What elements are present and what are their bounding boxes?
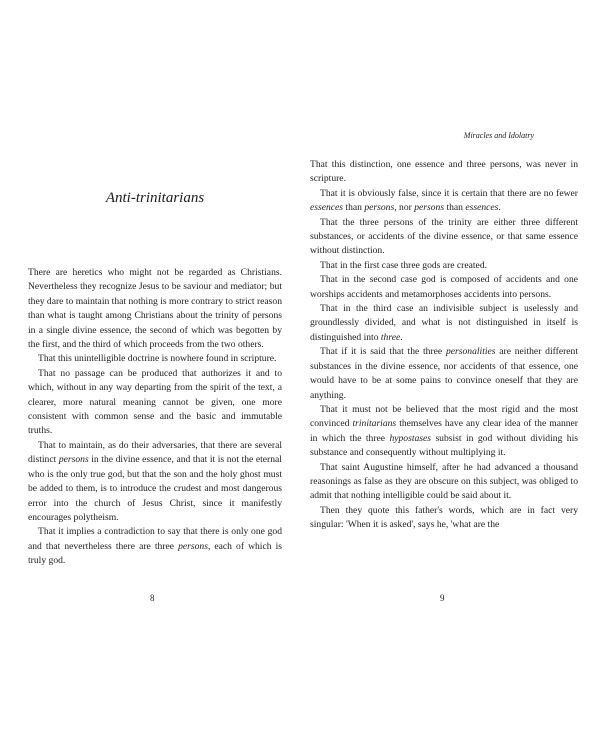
italic-term: three bbox=[380, 331, 401, 343]
paragraph bbox=[310, 504, 578, 533]
text-run: than bbox=[444, 202, 466, 214]
text-run: That in the second case god is composed of accidents and one worships accidents and metamorphoses accidents into persons. bbox=[310, 274, 578, 300]
text-run: That no passage can be produced that authorizes it and to which, without in any way departing from the spirit of the text, a clearer, more natural meaning cannot be given, one more consistent with common sense and the basic and immutable truths. bbox=[28, 367, 282, 437]
text-run: in the divine essence, and that it is not the eternal who is the only true god, but that the son and the holy ghost must be added to them, is to introduce the crudest and most dangerous error into the church of Jesus Christ, since it manifestly encourages polytheism. bbox=[28, 454, 282, 523]
paragraph bbox=[28, 266, 282, 352]
text-run: . bbox=[498, 202, 501, 214]
italic-term: persons bbox=[364, 202, 395, 214]
running-head: Miracles and Idolatry bbox=[463, 131, 534, 140]
paragraph bbox=[310, 273, 578, 302]
text-run: . bbox=[400, 331, 403, 343]
text-run: That in the third case an indivisible subject is uselessly and groundlessly divided, and what is not distinguished in itself is distinguished into bbox=[310, 303, 578, 343]
right-page bbox=[310, 130, 578, 620]
paragraph bbox=[28, 525, 282, 568]
text-run: That it is obviously false, since it is certain that there are no fewer bbox=[320, 187, 578, 199]
paragraph bbox=[310, 216, 578, 259]
text-run: are neither different substances in the divine essence, nor accidents of that essence, one would have to be at some pains to convince oneself that they are anything. bbox=[310, 346, 578, 401]
text-run: That it implies a contradiction to say that there is only one god and that nevertheless there are three bbox=[28, 526, 282, 552]
italic-term: hypostases bbox=[389, 432, 432, 444]
paragraph bbox=[310, 259, 578, 273]
paragraph bbox=[28, 352, 282, 366]
italic-term: persons bbox=[58, 454, 89, 466]
text-run: Then they quote this father's words, which are in fact very singular: 'When it is asked', says he, 'what are the bbox=[310, 504, 578, 531]
text-run: That it must not be believed that the most rigid and the most convinced bbox=[310, 403, 578, 430]
text-run: That the three persons of the trinity are either three different substances, or accidents of the divine essence, or that same essence without distinction. bbox=[310, 216, 578, 257]
text-run: That saint Augustine himself, after he had advanced a thousand reasonings as false as they are obscure on this subject, was obliged to admit that nothing intelligible could be said about it. bbox=[310, 461, 578, 502]
italic-term: persons bbox=[178, 540, 208, 552]
text-run: That if it is said that the three bbox=[320, 346, 446, 358]
left-page-body bbox=[28, 266, 282, 569]
paragraph bbox=[28, 367, 282, 439]
text-run: , nor bbox=[394, 202, 415, 214]
page-number-left: 8 bbox=[150, 593, 155, 603]
text-run: That in the first case three gods are created. bbox=[320, 259, 488, 271]
left-page bbox=[28, 120, 282, 620]
text-run: That this distinction, one essence and three persons, was never in scripture. bbox=[310, 159, 578, 185]
paragraph bbox=[310, 403, 578, 461]
text-run: subsist in god without dividing his substance and consequently without multiplying it. bbox=[310, 432, 578, 459]
italic-term: essences bbox=[465, 202, 499, 214]
text-run: , each of which is truly god. bbox=[28, 540, 282, 567]
right-page-body bbox=[310, 158, 578, 533]
paragraph bbox=[310, 302, 578, 345]
text-run: There are heretics who might not be regarded as Christians. Nevertheless they recognize Jesus to be saviour and mediator; but they dare to maintain that nothing is more contrary to strict reason than what is taught among Christians about the trinity of persons in a single divine essence, the second of which was begotten by the first, and the third of which proceeds from the two others. bbox=[28, 267, 282, 351]
paragraph bbox=[28, 439, 282, 525]
text-run: That this unintelligible doctrine is nowhere found in scripture. bbox=[38, 353, 277, 365]
paragraph bbox=[310, 461, 578, 504]
page-number-right: 9 bbox=[440, 593, 445, 603]
text-run: than bbox=[343, 202, 365, 214]
paragraph bbox=[310, 187, 578, 216]
italic-term: trinitarians bbox=[352, 418, 397, 430]
italic-term: personalities bbox=[445, 346, 496, 358]
chapter-title: Anti-trinitarians bbox=[105, 190, 205, 206]
paragraph bbox=[310, 345, 578, 403]
paragraph bbox=[310, 158, 578, 187]
italic-term: persons bbox=[414, 202, 445, 214]
text-run: themselves have any clear idea of the manner in which the three bbox=[310, 418, 579, 444]
italic-term: essences bbox=[310, 202, 344, 214]
text-run: That to maintain, as do their adversaries, that there are several distinct bbox=[28, 439, 282, 466]
